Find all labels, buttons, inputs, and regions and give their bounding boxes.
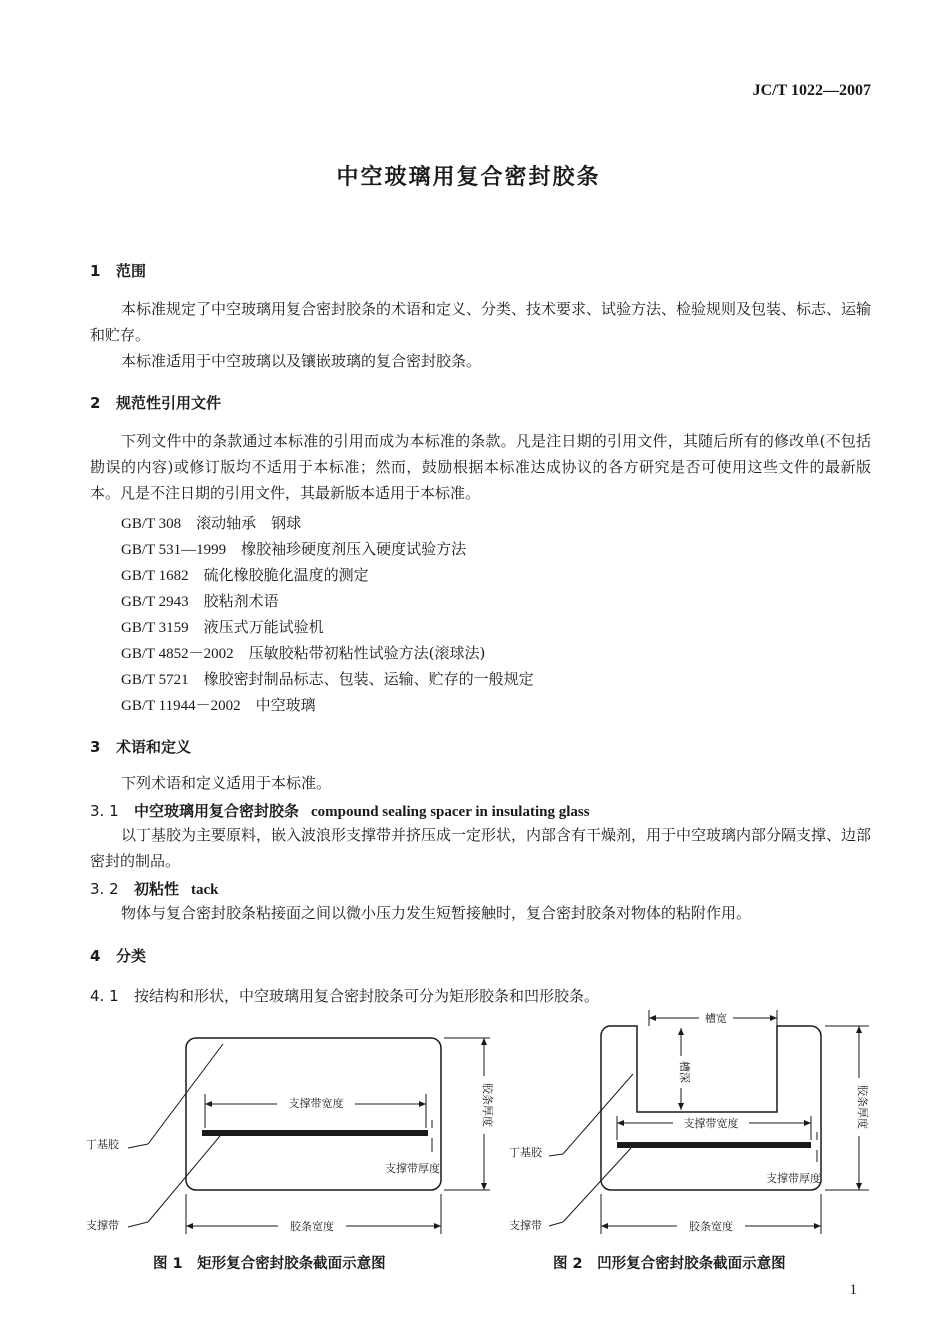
- reference-code: GB/T 5721: [121, 672, 189, 688]
- reference-title: 橡胶袖珍硬度剂压入硬度试验方法: [241, 540, 467, 558]
- belt-thickness-label: 支撑带厚度: [766, 1172, 821, 1185]
- section-title: 术语和定义: [116, 738, 192, 756]
- groove-depth-label: 槽深: [678, 1061, 691, 1083]
- belt-leader-line: [563, 1148, 631, 1222]
- section-title: 范围: [116, 262, 147, 280]
- reference-code: GB/T 308: [121, 516, 182, 532]
- reference-item: [121, 668, 534, 689]
- document-title: 中空玻璃用复合密封胶条: [336, 165, 601, 190]
- reference-title: 压敏胶粘带初粘性试验方法(滚球法): [248, 644, 486, 662]
- term-3-2-definition: 物体与复合密封胶条粘接面之间以微小压力发生短暂接触时，复合密封胶条对物体的粘附作用。: [121, 904, 752, 922]
- belt-leader-line: [148, 1136, 220, 1222]
- reference-item: [121, 590, 279, 611]
- thickness-label: 胶条厚度: [856, 1085, 869, 1129]
- reference-item: [121, 538, 466, 559]
- reference-code: GB/T 3159: [121, 620, 189, 636]
- reference-item: [121, 642, 485, 663]
- section-3-intro: 下列术语和定义适用于本标准。: [121, 774, 332, 792]
- figure-2-caption: 图 2 凹形复合密封胶条截面示意图: [553, 1256, 786, 1272]
- reference-title: 胶粘剂术语: [203, 592, 279, 610]
- figure-2-grooved-spacer: [505, 1004, 885, 1240]
- term-chinese: 中空玻璃用复合密封胶条: [134, 802, 300, 820]
- butyl-label: 丁基胶: [86, 1138, 119, 1151]
- belt-leader-tail: [128, 1222, 148, 1227]
- reference-title: 液压式万能试验机: [203, 618, 324, 636]
- section-3-heading: [90, 736, 191, 757]
- term-number: 3. 2: [90, 880, 119, 898]
- term-3-2: [90, 878, 219, 899]
- reference-item: [121, 564, 369, 585]
- clause-number: 4. 1: [90, 987, 119, 1005]
- section-title: 分类: [116, 947, 147, 965]
- term-number: 3. 1: [90, 802, 119, 820]
- reference-item: [121, 694, 316, 715]
- reference-code: GB/T 11944－2002: [121, 698, 241, 714]
- clause-4-1: [90, 985, 599, 1006]
- thickness-label: 胶条厚度: [481, 1083, 494, 1127]
- reference-code: GB/T 1682: [121, 568, 189, 584]
- section-number: 4: [90, 947, 101, 965]
- section-title: 规范性引用文件: [116, 394, 222, 412]
- width-label: 胶条宽度: [689, 1220, 733, 1233]
- section-1-paragraph-1: 本标准规定了中空玻璃用复合密封胶条的术语和定义、分类、技术要求、试验方法、检验规则及包装、标志、运输和贮存。: [90, 300, 872, 344]
- section-4-heading: [90, 945, 146, 966]
- term-english: tack: [191, 882, 219, 898]
- belt-thickness-label: 支撑带厚度: [385, 1162, 440, 1175]
- section-1-paragraph-2: 本标准适用于中空玻璃以及镶嵌玻璃的复合密封胶条。: [121, 352, 482, 370]
- support-belt: [202, 1130, 428, 1136]
- reference-code: GB/T 2943: [121, 594, 189, 610]
- butyl-leader-tail: [549, 1154, 563, 1156]
- reference-title: 中空玻璃: [255, 696, 316, 714]
- belt-width-label: 支撑带宽度: [683, 1117, 739, 1130]
- support-belt: [617, 1142, 811, 1148]
- clause-text: 按结构和形状，中空玻璃用复合密封胶条可分为矩形胶条和凹形胶条。: [134, 987, 600, 1005]
- term-chinese: 初粘性: [134, 880, 180, 898]
- belt-leader-tail: [549, 1222, 563, 1226]
- groove-width-label: 槽宽: [705, 1012, 727, 1025]
- butyl-label: 丁基胶: [509, 1146, 542, 1159]
- reference-title: 滚动轴承 钢球: [196, 514, 302, 532]
- belt-label: 支撑带: [509, 1219, 542, 1232]
- section-number: 1: [90, 262, 101, 280]
- reference-title: 硫化橡胶脆化温度的测定: [203, 566, 369, 584]
- spacer-body-outline: [601, 1026, 821, 1190]
- reference-title: 橡胶密封制品标志、包装、运输、贮存的一般规定: [203, 670, 534, 688]
- reference-item: [121, 616, 324, 637]
- reference-item: [121, 512, 301, 533]
- reference-code: GB/T 4852－2002: [121, 646, 234, 662]
- section-2-heading: [90, 392, 221, 413]
- standard-code: JC/T 1022—2007: [752, 82, 871, 99]
- term-3-1-definition: 以丁基胶为主要原料，嵌入波浪形支撑带并挤压成一定形状，内部含有干燥剂，用于中空玻璃内部分隔支撑、边部密封的制品。: [90, 826, 872, 870]
- figure-1-caption: 图 1 矩形复合密封胶条截面示意图: [153, 1256, 386, 1272]
- figure-1-rectangular-spacer: [80, 1024, 510, 1240]
- width-label: 胶条宽度: [290, 1220, 334, 1233]
- section-2-paragraph-1: 下列文件中的条款通过本标准的引用而成为本标准的条款。凡是注日期的引用文件，其随后所有的修改单(不包括勘误的内容)或修订版均不适用于本标准；然而，鼓励根据本标准达成协议的各方研究是否可使用这些文件的最新版本。凡是不注日期的引用文件，其最新版本适用于本标准。: [90, 432, 871, 502]
- page-number: 1: [849, 1282, 857, 1298]
- section-number: 2: [90, 394, 101, 412]
- reference-code: GB/T 531—1999: [121, 542, 227, 558]
- term-3-1: [90, 800, 590, 821]
- belt-label: 支撑带: [86, 1219, 119, 1232]
- butyl-leader-tail: [128, 1144, 148, 1148]
- section-1-heading: [90, 260, 146, 281]
- term-english: compound sealing spacer in insulating glass: [311, 804, 590, 820]
- section-number: 3: [90, 738, 101, 756]
- belt-width-label: 支撑带宽度: [288, 1097, 344, 1110]
